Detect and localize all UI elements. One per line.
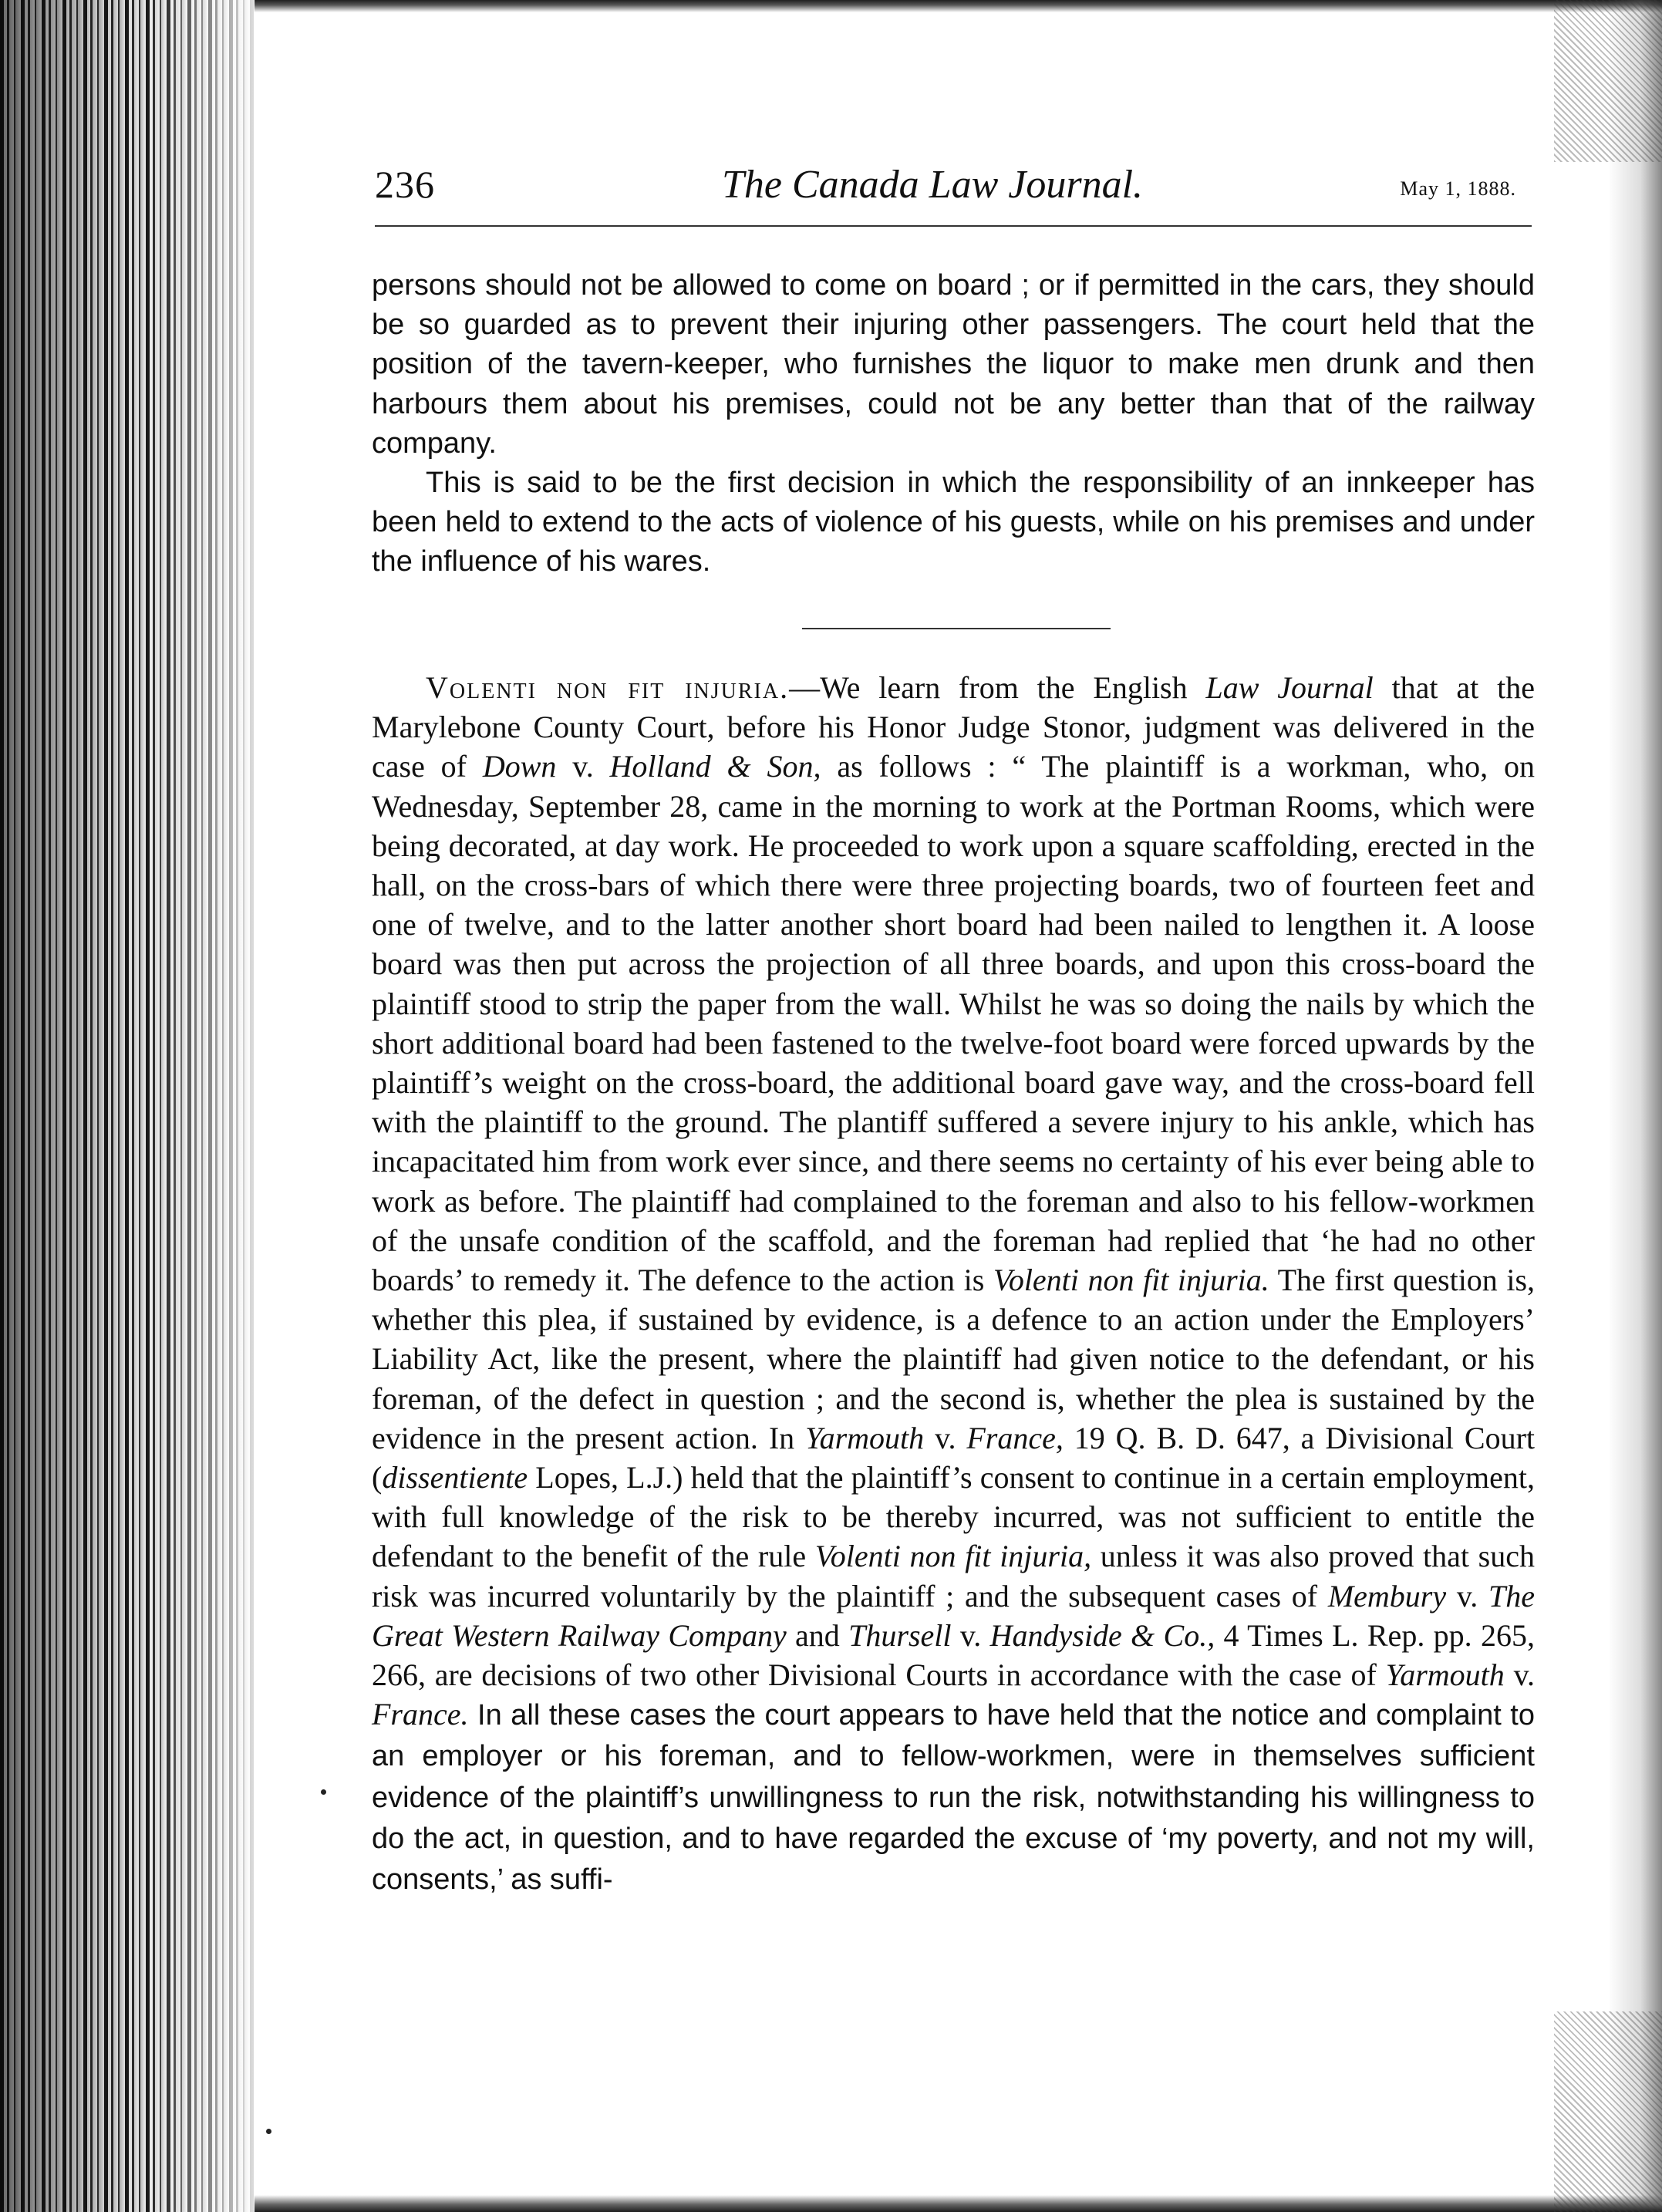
case-name: Holland & Son, xyxy=(609,749,821,784)
text-run: 4 Times L. Rep. pp. 265, 266, are decisions of two other Divisional Courts in accordance with the case of xyxy=(372,1617,1536,1693)
case-name: Thursell xyxy=(848,1617,952,1653)
scan-top-edge xyxy=(255,0,1662,12)
header-rule xyxy=(375,225,1532,227)
article-heading: Volenti non fit injuria. xyxy=(426,670,790,705)
text-run: that at the Marylebone County Court, before his Honor Judge Stonor, judgment was delivered in the case of xyxy=(372,670,1535,784)
text-run: and xyxy=(786,1617,849,1653)
case-name: Yarmouth xyxy=(805,1420,925,1455)
text-run: 19 Q. B. D. 647, a Divisional Court ( xyxy=(372,1420,1535,1495)
text-run: v. xyxy=(556,749,610,784)
case-name: Yarmouth xyxy=(1385,1657,1505,1693)
case-name: France, xyxy=(966,1420,1064,1455)
scan-corner-noise-top xyxy=(1554,0,1662,162)
case-name: The Great Western Railway Company xyxy=(372,1578,1535,1653)
scan-corner-noise-bottom xyxy=(1554,2011,1662,2212)
continued-paragraph-1: persons should not be allowed to come on board ; or if permitted in the cars, they should be so guarded as to prevent their injuring other passengers. The court held that the position of the tavern-keeper, who furnishes the liquor to make men drunk and then harbours them about his premises, could not be any better than that of the railway company. xyxy=(372,269,1535,460)
italic-run: Volenti non fit injuria, xyxy=(814,1539,1092,1574)
italic-run: Law Journal xyxy=(1205,670,1374,705)
italic-run: Volenti non fit injuria. xyxy=(993,1263,1269,1298)
running-header xyxy=(375,162,1532,216)
italic-run: dissentiente xyxy=(382,1460,528,1495)
article-paragraph xyxy=(372,668,1535,1900)
text-run: v. xyxy=(1504,1657,1535,1693)
issue-date: May 1, 1888. xyxy=(1400,177,1516,200)
scan-right-edge xyxy=(1608,0,1662,2212)
case-name: Membury xyxy=(1327,1578,1447,1613)
case-name: France. xyxy=(372,1697,469,1732)
text-run: v. xyxy=(1446,1578,1488,1613)
page-number: 236 xyxy=(375,163,435,206)
case-name: Down xyxy=(482,749,557,784)
text-run: In all these cases the court appears to have held that the notice and complaint to an employer or his foreman, and to fellow-workmen, were in themselves sufficient evidence of the plaintiff’s unwillingness to run the risk, notwithstanding his willingness to do the act, in question, and to have regarded the excuse of ‘my poverty, and not my will, consents,’ as suffi- xyxy=(372,1699,1535,1897)
text-run: —We learn from the English xyxy=(789,670,1206,705)
continued-paragraph-2: This is said to be the first decision in which the responsibility of an innkeeper has been held to extend to the acts of violence of his guests, while on his premises and under the influence of his wares. xyxy=(372,467,1535,578)
scan-gutter-shadow xyxy=(0,0,255,2212)
text-run: v. xyxy=(924,1420,967,1455)
case-name: Handyside & Co., xyxy=(989,1617,1215,1653)
text-run: unless it was also proved that such risk was incurred voluntarily by the plaintiff ; and the subsequent cases of xyxy=(372,1539,1536,1613)
scan-bottom-edge xyxy=(255,2195,1662,2212)
text-run: Lopes, L.J.) held that the plaintiff’s consent to continue in a certain employment, with full knowledge of the risk to be thereby incurred, was not sufficient to entitle the defendant to the benefit of the rule xyxy=(372,1460,1535,1574)
scan-speck xyxy=(321,1789,326,1795)
continued-article xyxy=(372,266,1535,582)
scan-speck xyxy=(266,2129,271,2134)
journal-title: The Canada Law Journal. xyxy=(722,163,1144,207)
section-divider xyxy=(802,628,1111,629)
text-run: The first question is, whether this plea, if sustained by evidence, is a defence to an action under the Employers’ Liability Act, like the present, where the plaintiff had given notice to the defendant, or his foreman, of the defect in question ; and the second is, whether the plea is sustained by the evidence in the present action. In xyxy=(372,1263,1536,1455)
text-run: as follows : “ The plaintiff is a workman, who, on Wednesday, September 28, came in the morning to work at the Portman Rooms, which were being decorated, at day work. He proceeded to work upon a square scaffolding, erected in the hall, on the cross-bars of which there were three projecting boards, two of fourteen feet and one of twelve, and to the latter another short board had been nailed to lengthen it. A loose board was then put across the projection of all three boards, and upon this cross-board the plaintiff stood to strip the paper from the wall. Whilst he was so doing the nails by which the short additional board had been fastened to the twelve-foot board were forced upwards by the plaintiff’s weight on the cross-board, the additional board gave way, and the cross-board fell with the plaintiff to the ground. The plantiff suffered a severe injury to his ankle, which has incapacitated him from work ever since, and there seems no certainty of his ever being able to work as before. The plaintiff had complained to the foreman and also to his fellow-workmen of the unsafe condition of the scaffold, and the foreman had replied that ‘he had no other boards’ to remedy it. The defence to the action is xyxy=(372,749,1536,1298)
volenti-article xyxy=(372,668,1535,1900)
text-run: v. xyxy=(951,1617,990,1653)
